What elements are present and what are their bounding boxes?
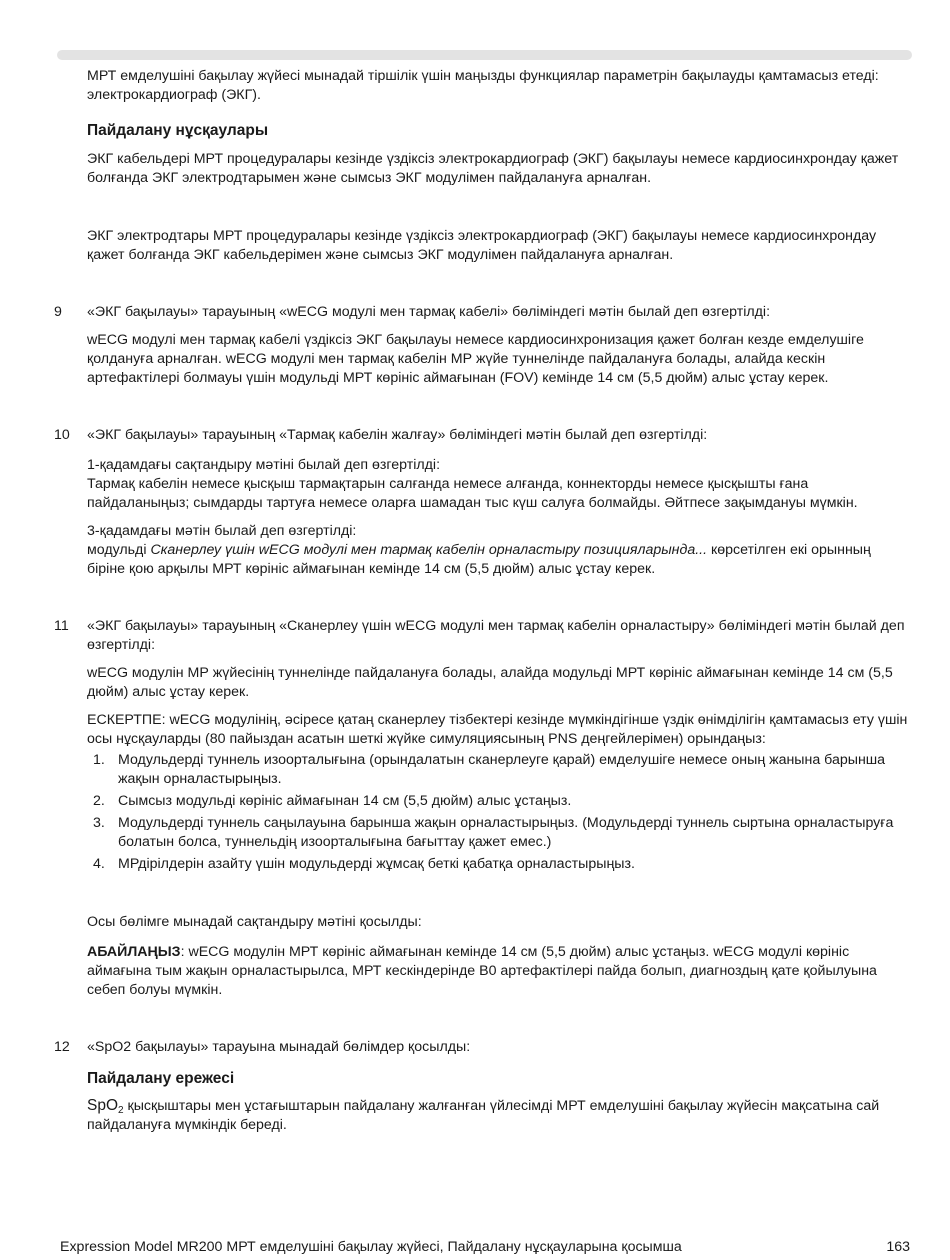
caution-paragraph: АБАЙЛАҢЫЗ: wECG модулін МРТ көрініс аймағынан кемінде 14 см (5,5 дюйм) алыс ұстаңыз. wECG модулі көрініс аймағына тым жақын орналастырылса, МРТ кескіндерінде B0 артефактілері пайда болып, диагноздың қате қойылуына себеп болуы мүмкін. (87, 944, 877, 998)
step3-intro: 3-қадамдағы мәтін былай деп өзгертілді: (87, 523, 357, 539)
usage-paragraph-cables: ЭКГ кабельдері МРТ процедуралары кезінде үздіксіз электрокардиограф (ЭКГ) бақылауы немесе кардиосинхрондау қажет болғанда ЭКГ электродтарымен және сымсыз ЭКГ модулімен пайдалануға арналған. (87, 151, 899, 186)
change-item-11 (54, 617, 912, 655)
intro-paragraph: МРТ емделушіні бақылау жүйесі мынадай тіршілік үшін маңызды функциялар параметрін бақылауды қамтамасыз етеді: электрокардиограф (ЭКГ). (87, 68, 879, 103)
step1-text: Тармақ кабелін немесе қысқыш тармақтарын салғанда немесе алғанда, коннекторды немесе қысқышты ғана пайдаланыңыз; сымдарды тартуға немесе оларға шамадан тыс күш салуға болмайды. Әйтпесе зақымдануы мүмкін. (87, 476, 858, 511)
page-number: 163 (886, 1239, 910, 1255)
step3-text: модульді Сканерлеу үшін wECG модулі мен тармақ кабелін орналастыру позицияларында... көрсетілген екі орынның біріне қою арқылы МРТ көрініс аймағынан кемінде 14 см (5,5 дюйм) алыс ұстау керек. (87, 542, 871, 577)
spo2-paragraph: SpO$_2$ қысқыштары мен ұстағыштарын пайдалану жалғанған үйлесімді МРТ емделушіні бақылау жүйесін мақсатына сай пайдалануға мүмкіндік береді. (87, 1097, 880, 1133)
item-title: «ЭКГ бақылауы» тарауының «Сканерлеу үшін wECG модулі мен тармақ кабелін орналастыру» бөліміндегі мәтін былай деп өзгертілді: (87, 618, 905, 653)
instruction-list (87, 751, 912, 874)
item-number: 12 (54, 1039, 70, 1055)
change-item-10 (54, 426, 912, 445)
list-item: 1. Модульдерді туннель изоорталығына (орындалатын сканерлеуге қарай) емделушіге немесе оның жанына барынша жақын орналастырыңыз. (93, 752, 886, 787)
top-rule (57, 50, 912, 60)
note-paragraph: ЕСКЕРТПЕ: wECG модулінің, әсіресе қатаң сканерлеу тізбектері кезінде мүмкіндігінше үздік өнімділігін қамтамасыз ету үшін осы нұсқауларды (80 пайыздан асатын шеткі жүйке симуляциясының PNS деңгейлерімен) орындаңыз: (87, 712, 908, 747)
usage-heading: Пайдалану нұсқаулары (87, 122, 269, 139)
item-title: «SpO2 бақылауы» тарауына мынадай бөлімдер қосылды: (87, 1039, 471, 1055)
item-number: 10 (54, 427, 70, 443)
usage-paragraph-electrodes: ЭКГ электродтары МРТ процедуралары кезінде үздіксіз электрокардиограф (ЭКГ) бақылауы немесе кардиосинхрондау қажет болғанда ЭКГ кабельдерімен және сымсыз ЭКГ модулімен пайдалануға арналған. (87, 228, 877, 263)
document-body (54, 67, 912, 1135)
item-title: «ЭКГ бақылауы» тарауының «wECG модулі мен тармақ кабелі» бөліміндегі мәтін былай деп өзгертілді: (87, 304, 771, 320)
change-item-12 (54, 1038, 912, 1057)
list-item: 2. Сымсыз модульді көрініс аймағынан 14 см (5,5 дюйм) алыс ұстаңыз. (93, 793, 572, 809)
caution-intro: Осы бөлімге мынадай сақтандыру мәтіні қосылды: (87, 914, 422, 930)
page-footer (60, 1238, 910, 1257)
item-number: 9 (54, 304, 62, 320)
item-9-body: wECG модулі мен тармақ кабелі үздіксіз ЭКГ бақылауы немесе кардиосинхронизация қажет болған кезде емделушіге қолдануға арналған. wECG модулі мен тармақ кабелін МР жүйе туннелінде пайдалануға болады, алайда кескін артефактілері болмауы үшін модульді МРТ көрініс аймағынан (FOV) кемінде 14 см (5,5 дюйм) алыс ұстау керек. (87, 332, 864, 386)
item-11-body: wECG модулін МР жүйесінің туннелінде пайдалануға болады, алайда модульді МРТ көрініс аймағынан кемінде 14 см (5,5 дюйм) алыс ұстау керек. (87, 665, 893, 700)
item-title: «ЭКГ бақылауы» тарауының «Тармақ кабелін жалғау» бөліміндегі мәтін былай деп өзгертілді: (87, 427, 708, 443)
list-item: 4. МРдірілдерін азайту үшін модульдерді жұмсақ беткі қабатқа орналастырыңыз. (93, 856, 635, 872)
change-item-9 (54, 303, 912, 322)
step3-section-ref: Сканерлеу үшін wECG модулі мен тармақ кабелін орналастыру позицияларында... (150, 542, 708, 558)
list-item: 3. Модульдерді туннель саңылауына барынша жақын орналастырыңыз. (Модульдерді туннель сыртына орналастыруға болатын болса, туннельдің изоорталығына бағыттау қажет емес.) (93, 815, 894, 850)
step1-intro: 1-қадамдағы сақтандыру мәтіні былай деп өзгертілді: (87, 457, 441, 473)
item-number: 11 (54, 618, 69, 634)
footer-title: Expression Model MR200 МРТ емделушіні бақылау жүйесі, Пайдалану нұсқауларына қосымша (60, 1239, 682, 1255)
caution-label: АБАЙЛАҢЫЗ (87, 944, 181, 960)
rule-heading: Пайдалану ережесі (87, 1070, 235, 1087)
